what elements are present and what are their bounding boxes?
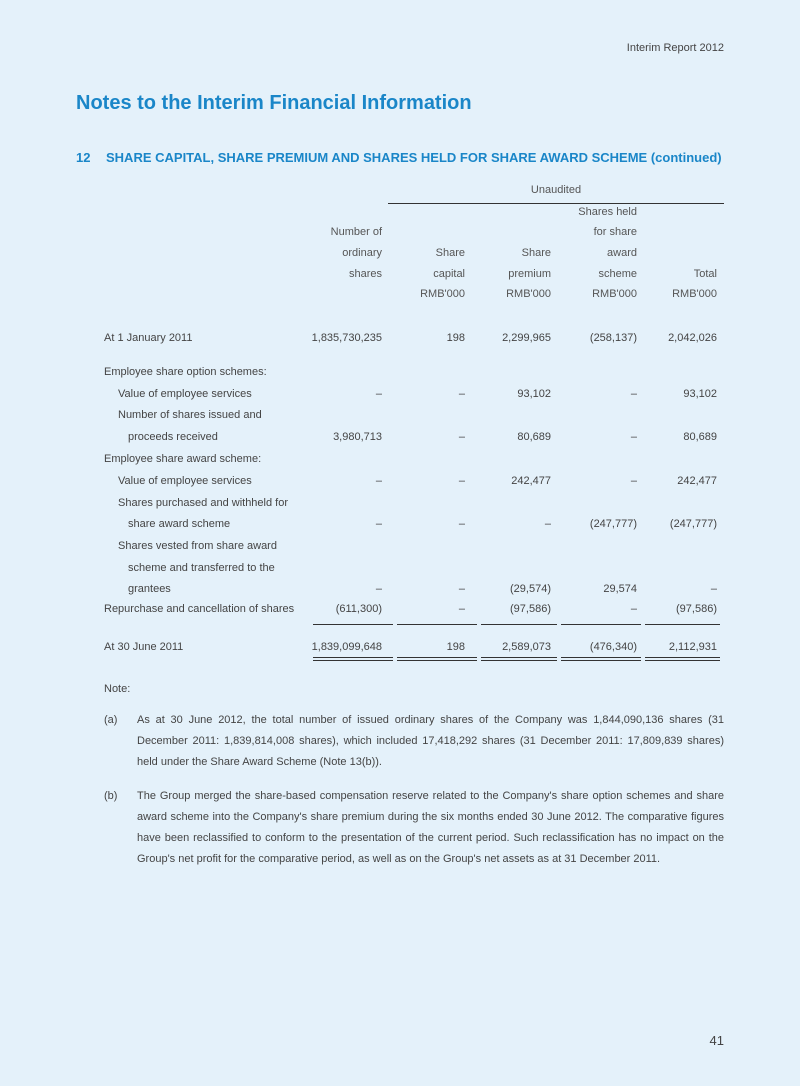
column-header-line: Share: [435, 246, 465, 259]
column-header-line: [272, 284, 382, 305]
note-text: As at 30 June 2012, the total number of issued ordinary shares of the Company was 1,844,090,136 shares (31 December 2011: 1,839,814,008 shares), which included 17,418,292 shares (31 December 2011: 17,809,839 shares) held under the Share Award Scheme (Note 13(b)).: [137, 714, 724, 768]
row-value: –: [458, 388, 465, 400]
row-value: (97,586): [676, 603, 717, 615]
row-value: 198: [446, 641, 465, 653]
row-value: –: [375, 388, 382, 400]
column-header-line: Share: [521, 246, 551, 259]
row-value: 2,042,026: [668, 332, 717, 344]
row-value: –: [458, 518, 465, 530]
table-row: [0, 641, 800, 661]
row-label: share award scheme: [128, 518, 231, 530]
row-value: (247,777): [589, 518, 637, 530]
row-value: –: [630, 603, 637, 615]
table-row: [0, 562, 800, 582]
table-row: [0, 366, 800, 386]
row-value: (97,586): [510, 603, 551, 615]
row-value: (258,137): [589, 332, 637, 344]
column-header-line: RMB'000: [506, 288, 551, 301]
row-value: 80,689: [517, 431, 551, 443]
table-rule: [313, 660, 393, 661]
column-header-line: for share: [593, 226, 637, 239]
row-value: 93,102: [517, 388, 551, 400]
page-title: Notes to the Interim Financial Information: [76, 92, 472, 114]
row-label: grantees: [128, 583, 171, 595]
table-row: [0, 409, 800, 429]
table-row: [0, 518, 800, 538]
column-header-line: scheme: [598, 267, 637, 280]
row-value: 93,102: [683, 388, 717, 400]
row-value: 1,835,730,235: [311, 332, 382, 344]
table-rule: [561, 624, 641, 625]
row-label: Value of employee services: [118, 475, 252, 487]
table-row: [0, 431, 800, 451]
row-value: 29,574: [603, 583, 637, 595]
row-value: –: [458, 603, 465, 615]
row-value: (29,574): [510, 583, 551, 595]
note-mark: (a): [104, 714, 118, 726]
table-rule: [561, 657, 641, 658]
row-value: 198: [446, 332, 465, 344]
row-label: scheme and transferred to the: [128, 562, 275, 574]
row-value: 2,112,931: [668, 641, 717, 653]
row-value: –: [458, 475, 465, 487]
table-rule: [481, 657, 557, 658]
table-rule: [397, 660, 477, 661]
table-rule: [313, 657, 393, 658]
row-value: –: [630, 388, 637, 400]
column-header-line: award: [607, 246, 637, 259]
row-value: –: [630, 431, 637, 443]
column-header-line: premium: [508, 267, 551, 280]
table-row: [0, 475, 800, 495]
column-header: [657, 264, 717, 305]
row-label: Shares vested from share award: [118, 540, 277, 552]
row-label: Employee share option schemes:: [104, 366, 267, 378]
row-label: Employee share award scheme:: [104, 453, 262, 465]
unaudited-header: Unaudited: [530, 184, 582, 196]
row-value: 1,839,099,648: [311, 641, 382, 653]
table-rule: [397, 657, 477, 658]
section-title: SHARE CAPITAL, SHARE PREMIUM AND SHARES HELD FOR SHARE AWARD SCHEME (continued): [106, 150, 722, 165]
row-label: At 30 June 2011: [104, 641, 184, 653]
column-header-line: Total: [693, 267, 717, 280]
table-row: [0, 453, 800, 473]
column-header-line: RMB'000: [672, 288, 717, 301]
row-label: Number of shares issued and: [118, 409, 262, 421]
section-heading: [76, 150, 722, 165]
row-label: Repurchase and cancellation of shares: [104, 603, 295, 615]
column-header-line: capital: [433, 267, 465, 280]
table-rule: [397, 624, 477, 625]
row-label: Shares purchased and withheld for: [118, 497, 288, 509]
table-rule: [481, 660, 557, 661]
row-value: –: [375, 518, 382, 530]
table-row: [0, 332, 800, 352]
row-value: –: [630, 475, 637, 487]
row-value: –: [710, 583, 717, 595]
section-number: 12: [76, 150, 91, 165]
table-row: [0, 497, 800, 517]
column-header-line: shares: [348, 267, 382, 280]
report-name: Interim Report 2012: [626, 42, 724, 54]
column-header: [481, 243, 551, 305]
column-header-line: Shares held: [578, 205, 637, 218]
table-rule: [561, 660, 641, 661]
row-value: 2,299,965: [502, 332, 551, 344]
table-rule: [313, 624, 393, 625]
column-header: [395, 243, 465, 305]
note-text: The Group merged the share-based compensation reserve related to the Company's share option schemes and share award scheme into the Company's share premium during the six months ended 30 June 2012. The comparative figures have been reclassified to conform to the presentation of the current period. Such reclassification has no impact on the Group's net profit for the comparative period, as well as on the Group's net assets as at 31 December 2011.: [137, 790, 724, 865]
column-header: [272, 222, 382, 305]
row-value: 80,689: [683, 431, 717, 443]
row-value: –: [458, 431, 465, 443]
table-rule: [645, 657, 720, 658]
table-row: [0, 583, 800, 603]
row-value: 242,477: [677, 475, 717, 487]
table-row: [0, 603, 800, 623]
column-header: [557, 202, 637, 306]
page-number: 41: [709, 1033, 724, 1048]
row-value: –: [458, 583, 465, 595]
row-value: 2,589,073: [502, 641, 551, 653]
note-label: Note:: [104, 683, 131, 695]
unaudited-rule: [388, 203, 724, 204]
column-header-line: ordinary: [342, 246, 382, 259]
note-mark: (b): [104, 790, 118, 802]
table-row: [0, 388, 800, 408]
row-label: Value of employee services: [118, 388, 252, 400]
table-rule: [481, 624, 557, 625]
row-label: proceeds received: [128, 431, 218, 443]
column-header-line: Number of: [330, 226, 382, 239]
table-rule: [645, 660, 720, 661]
row-value: (611,300): [335, 603, 382, 615]
row-value: (476,340): [589, 641, 637, 653]
table-row: [0, 540, 800, 560]
column-header-line: RMB'000: [592, 288, 637, 301]
row-value: 3,980,713: [333, 431, 382, 443]
row-value: –: [375, 475, 382, 487]
row-value: –: [375, 583, 382, 595]
row-label: At 1 January 2011: [104, 332, 193, 344]
column-header-line: RMB'000: [420, 288, 465, 301]
row-value: 242,477: [511, 475, 551, 487]
row-value: –: [544, 518, 551, 530]
table-rule: [645, 624, 720, 625]
row-value: (247,777): [669, 518, 717, 530]
